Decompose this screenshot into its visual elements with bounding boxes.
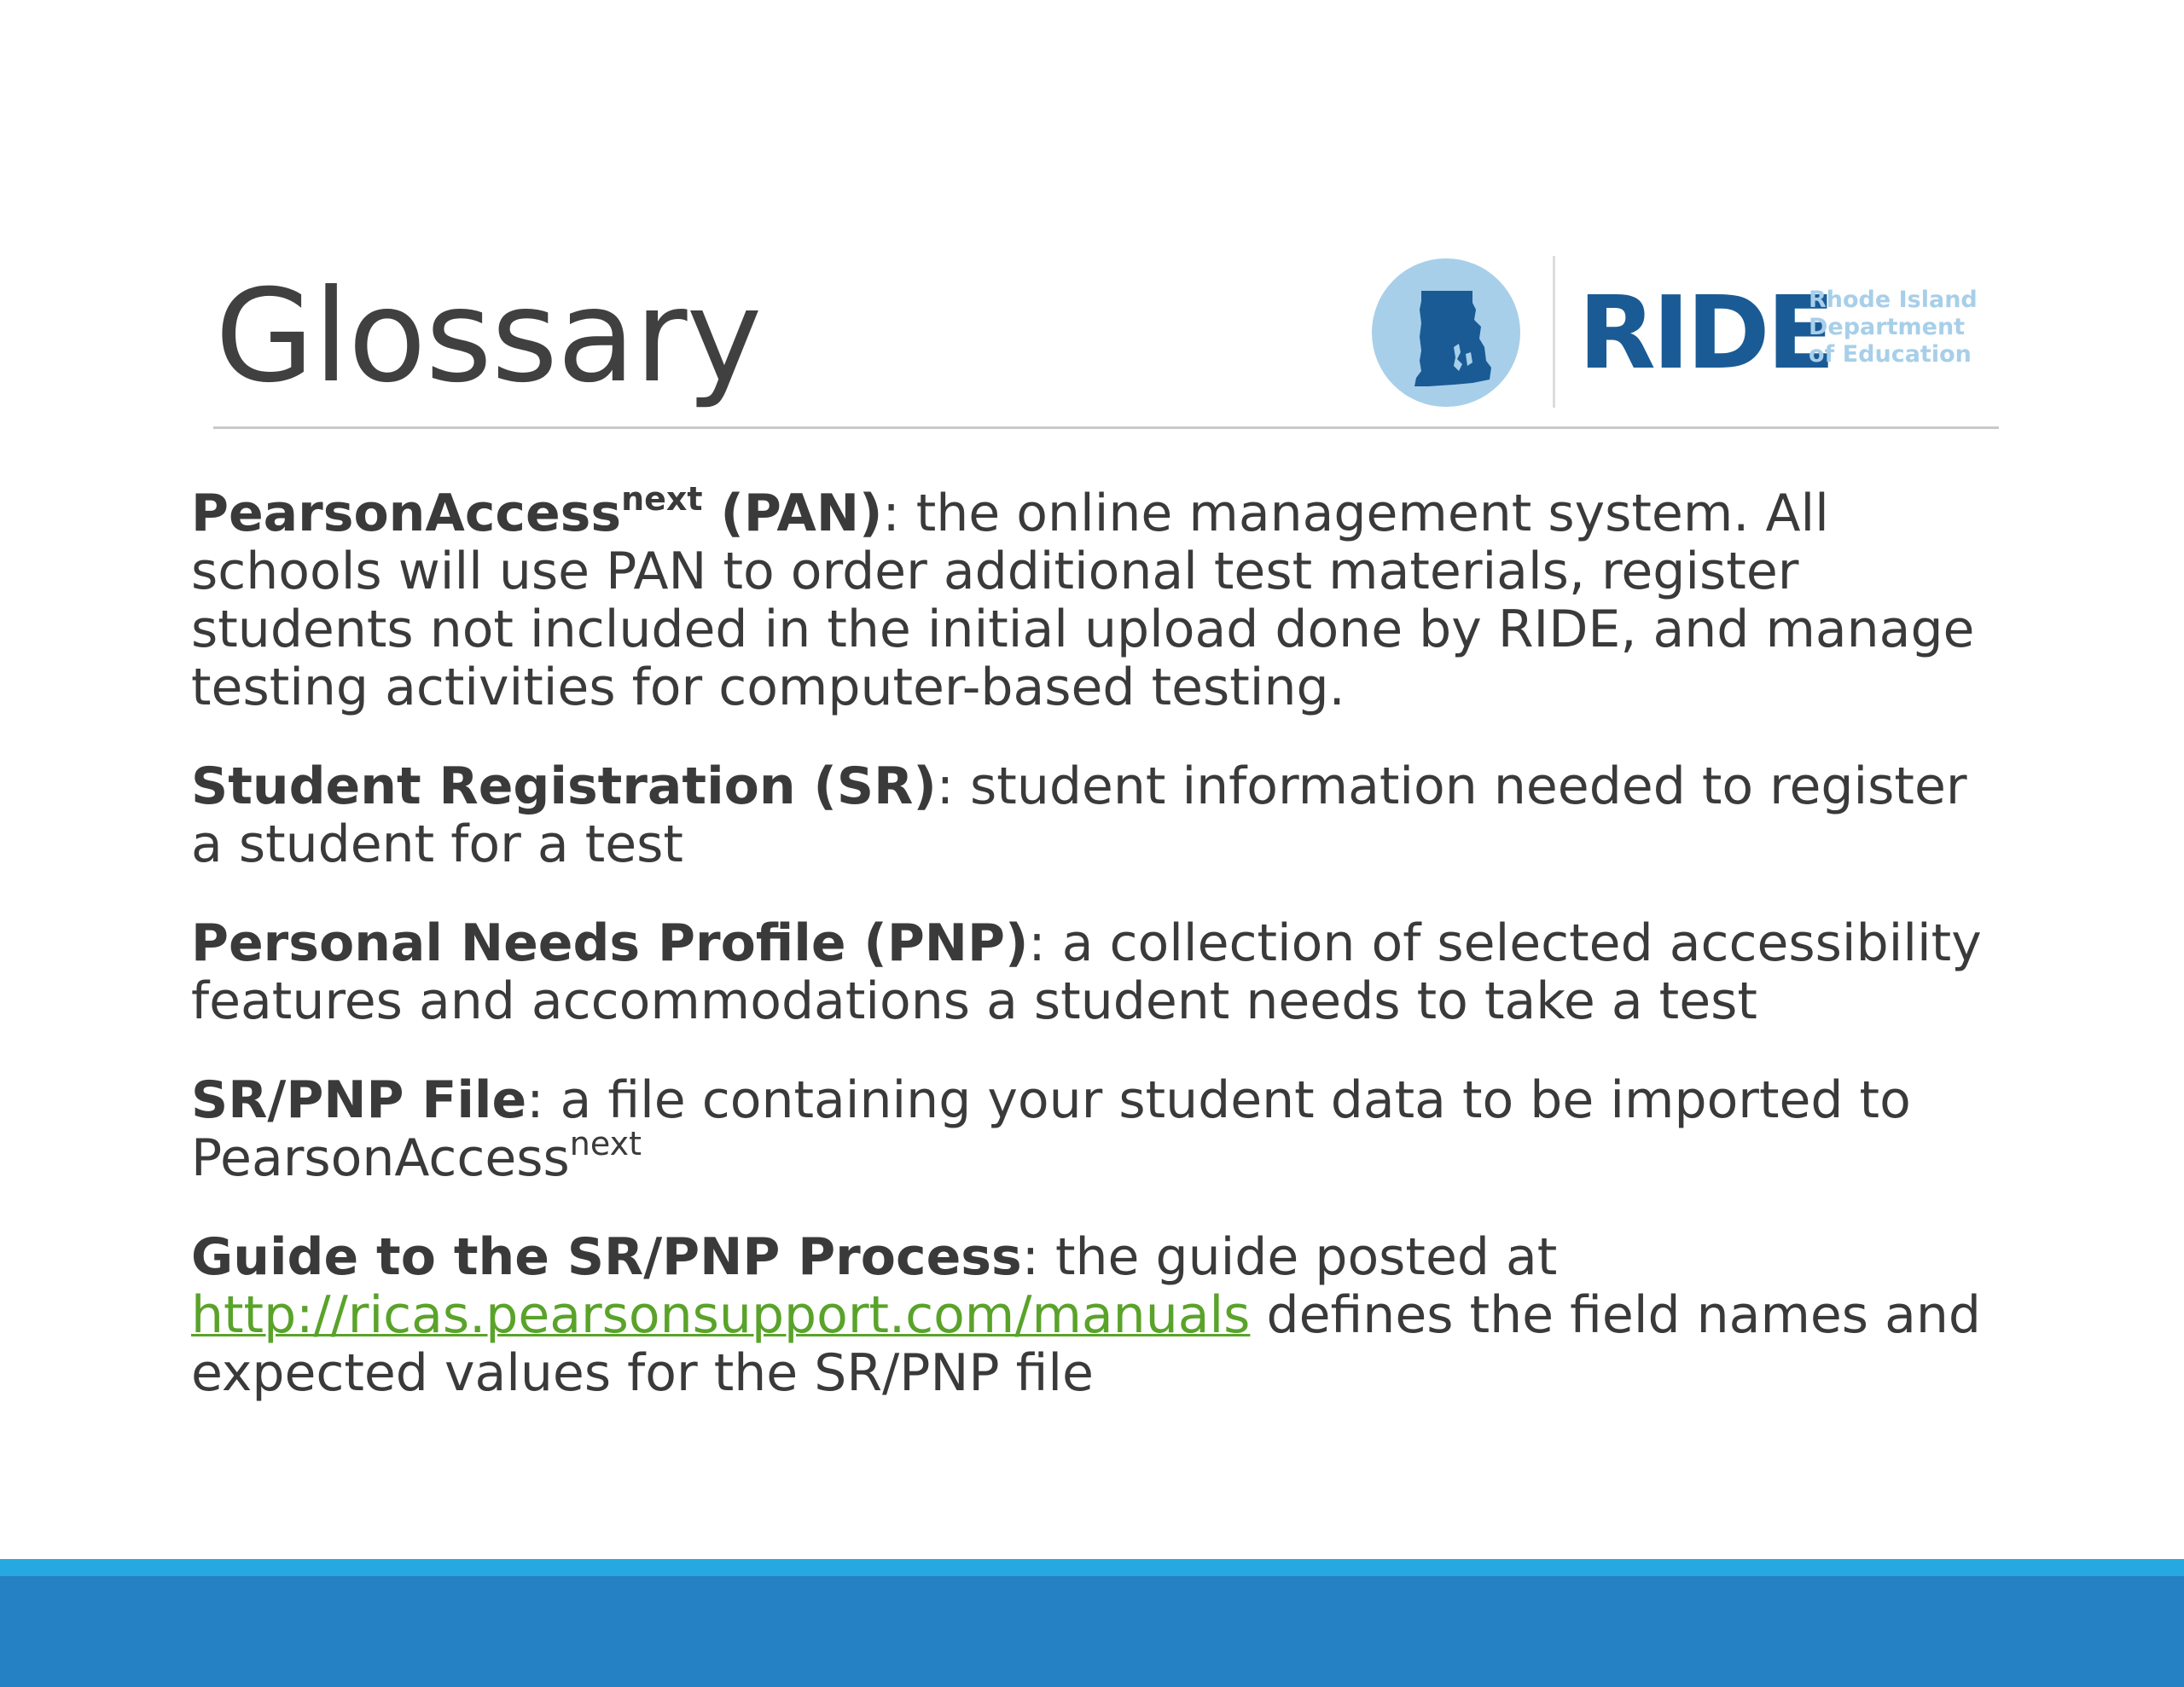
- glossary-term: SR/PNP File: [191, 1070, 527, 1130]
- logo-subtitle: [1809, 287, 1978, 368]
- glossary-definition: : a file containing your student data to be imported to PearsonAccess: [191, 1070, 1911, 1188]
- logo-subtitle-line: of Education: [1809, 341, 1972, 368]
- logo-divider: [1553, 256, 1555, 408]
- title-divider: [213, 426, 1999, 429]
- footer-band: [0, 1576, 2184, 1687]
- glossary-entry-guide: [191, 1228, 2008, 1402]
- glossary-entry-sr: [191, 757, 2008, 873]
- page-title: Glossary: [215, 263, 762, 411]
- logo-wordmark: RIDE: [1578, 274, 1833, 391]
- glossary-term: Guide to the SR/PNP Process: [191, 1227, 1022, 1287]
- glossary-term: PearsonAccess$^{next}$ (PAN): [191, 480, 883, 543]
- footer-stripe: [0, 1559, 2184, 1576]
- superscript: next: [621, 480, 703, 518]
- logo-subtitle-line: Department: [1809, 314, 1966, 340]
- glossary-definition: : a collection of selected accessibility features and accommodations a student needs to take a test: [191, 913, 1982, 1031]
- glossary-definition: defines the field names and expected values for the SR/PNP file: [191, 1285, 1982, 1403]
- manuals-link[interactable]: http://ricas.pearsonsupport.com/manuals: [191, 1285, 1251, 1345]
- glossary-entry-pnp: [191, 914, 2008, 1030]
- glossary-entry-sr-pnp-file: [191, 1071, 2008, 1187]
- logo-subtitle-line: Rhode Island: [1809, 287, 1978, 313]
- glossary-list: [191, 480, 2008, 1443]
- glossary-term: Student Registration (SR): [191, 757, 937, 816]
- glossary-entry-pan: [191, 480, 2008, 717]
- glossary-definition: : the guide posted at: [1021, 1227, 1558, 1287]
- glossary-definition: : the online management system. All schools will use PAN to order additional test materials, register students not included in the initial upload done by RIDE, and manage testing activities for computer-based testing.: [191, 484, 1975, 717]
- superscript: next: [569, 1125, 642, 1162]
- glossary-definition: : student information needed to register a student for a test: [191, 757, 1967, 874]
- ride-logo: [1372, 256, 1978, 409]
- state-map-icon: [1372, 258, 1520, 407]
- glossary-term: Personal Needs Profile (PNP): [191, 913, 1029, 973]
